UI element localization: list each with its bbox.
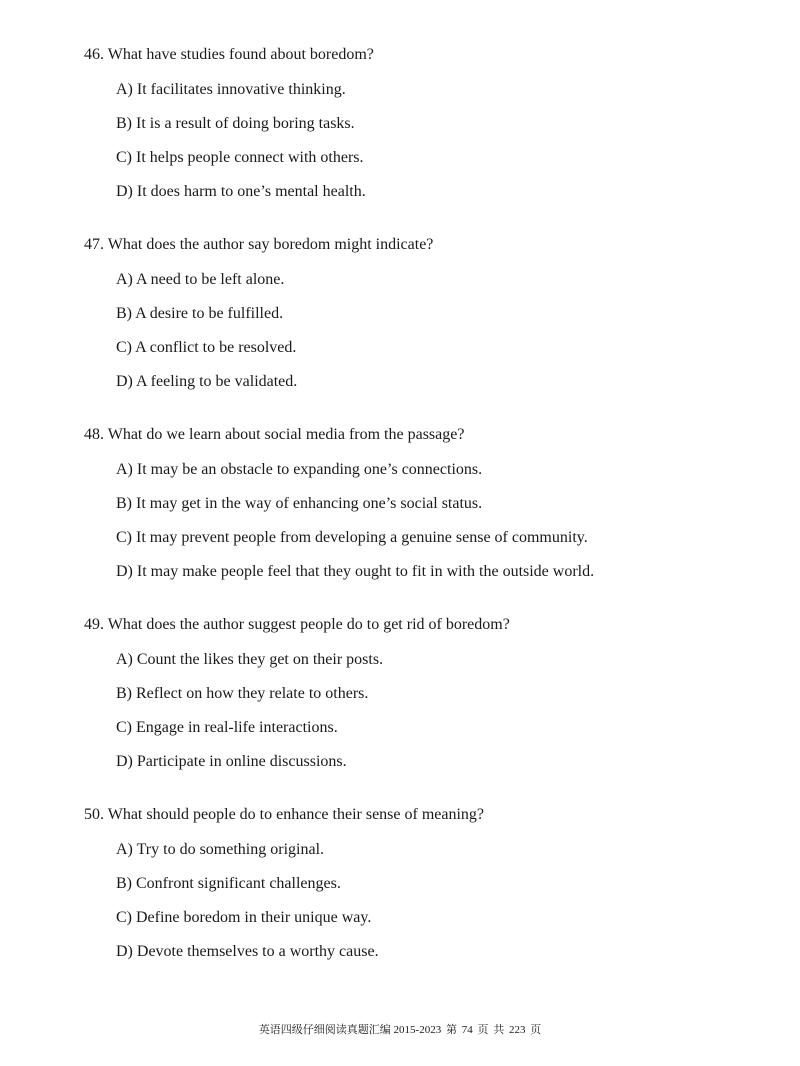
option-d: D) A feeling to be validated.: [116, 373, 298, 390]
option-c: C) Engage in real-life interactions.: [116, 719, 338, 736]
footer-page-number: 74: [461, 1024, 473, 1036]
question-text: 49. What does the author suggest people do to get rid of boredom?: [84, 616, 510, 633]
footer-page-prefix: 第: [445, 1024, 457, 1036]
footer-total-prefix: 共: [493, 1024, 505, 1036]
footer-total-pages: 223: [508, 1024, 526, 1036]
option-a: A) It facilitates innovative thinking.: [116, 81, 346, 98]
footer-title: 英语四级仔细阅读真题汇编 2015-2023: [258, 1024, 442, 1036]
option-d: D) It may make people feel that they ought to fit in with the outside world.: [116, 563, 595, 580]
option-d: D) Devote themselves to a worthy cause.: [116, 943, 379, 960]
option-c: C) Define boredom in their unique way.: [116, 909, 372, 926]
question-text: 47. What does the author say boredom might indicate?: [84, 236, 434, 253]
option-b: B) A desire to be fulfilled.: [116, 305, 284, 322]
question-text: 50. What should people do to enhance their sense of meaning?: [84, 806, 485, 823]
option-b: B) Confront significant challenges.: [116, 875, 341, 892]
footer-total-word: 页: [530, 1024, 542, 1036]
question-text: 48. What do we learn about social media from the passage?: [84, 426, 465, 443]
option-a: A) Try to do something original.: [116, 841, 325, 858]
option-a: A) A need to be left alone.: [116, 271, 285, 288]
footer-page-word: 页: [477, 1024, 489, 1036]
option-c: C) A conflict to be resolved.: [116, 339, 297, 356]
option-b: B) It is a result of doing boring tasks.: [116, 115, 355, 132]
page-footer: [0, 1023, 800, 1037]
option-c: C) It helps people connect with others.: [116, 149, 364, 166]
option-a: A) It may be an obstacle to expanding one’s connections.: [116, 461, 483, 478]
option-a: A) Count the likes they get on their posts.: [116, 651, 384, 668]
option-b: B) Reflect on how they relate to others.: [116, 685, 369, 702]
option-b: B) It may get in the way of enhancing one’s social status.: [116, 495, 483, 512]
question-text: 46. What have studies found about boredom?: [84, 46, 374, 63]
option-d: D) Participate in online discussions.: [116, 753, 347, 770]
option-c: C) It may prevent people from developing a genuine sense of community.: [116, 529, 588, 546]
option-d: D) It does harm to one’s mental health.: [116, 183, 366, 200]
